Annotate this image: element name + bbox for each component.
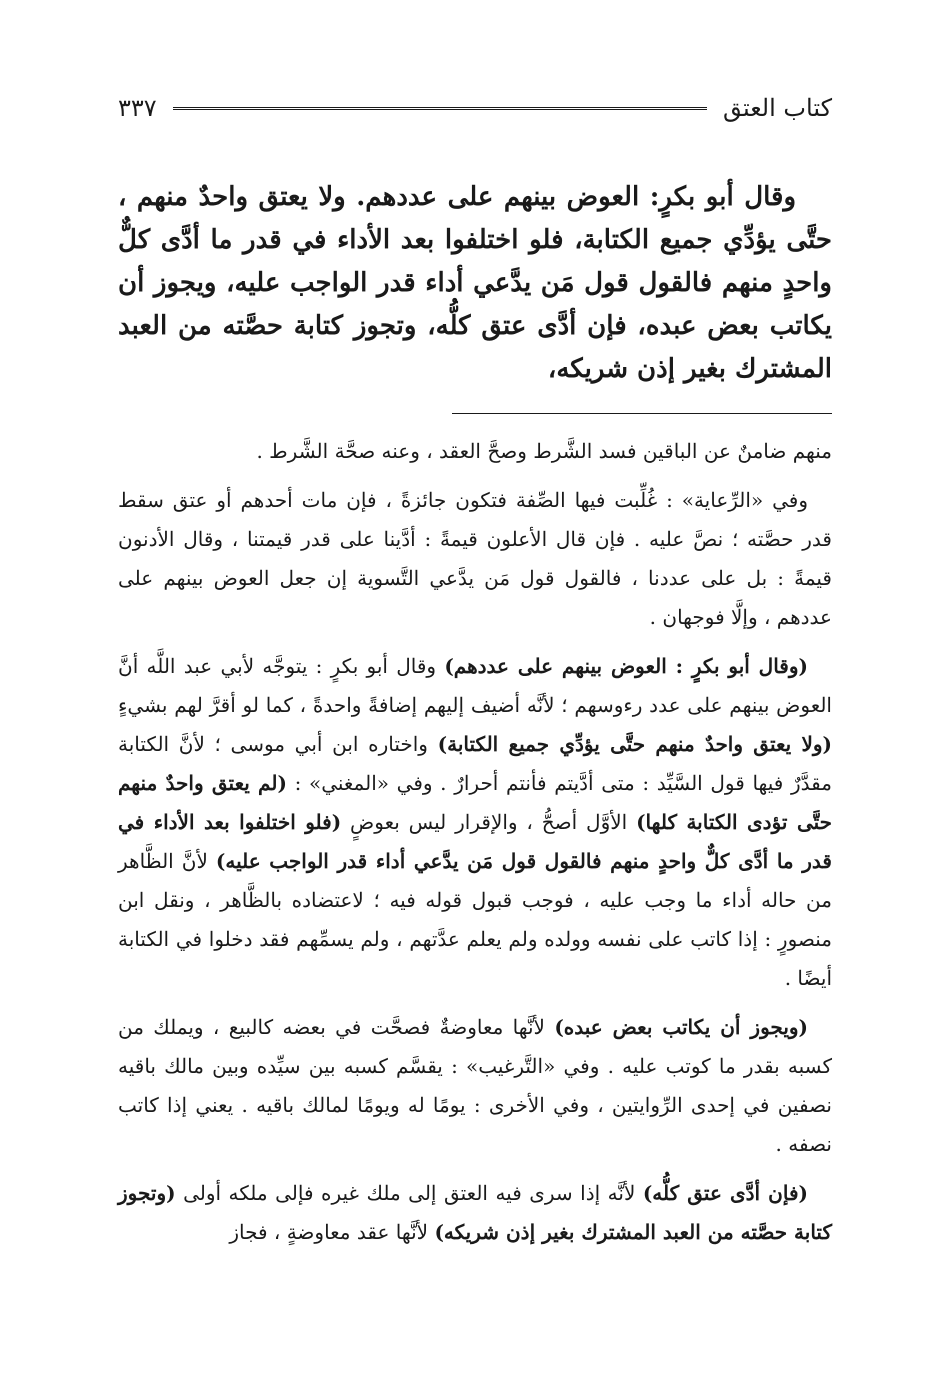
quoted-matn: (وقال أبو بكرٍ : العوض بينهم على عددهم) <box>444 654 808 678</box>
quoted-matn: (لم يعتق واحدٌ منهم حتَّى تؤدى الكتابة كلها) <box>118 771 833 834</box>
commentary-text: لأنَّها معاوضةٌ فصحَّت في بعضه كالبيع ، ويملك من كسبه بقدر ما كوتب عليه . وفي «التَّرغيب» : يقسَّم كسبه بين سيِّده وبين مالك باقيه نصفين في إحدى الرِّوايتين ، وفي الأخرى : يومًا له ويومًا لمالك باقيه . يعني إذا كاتب نصفه . <box>118 1015 832 1156</box>
commentary-paragraph-4 <box>118 1008 832 1164</box>
main-text-paragraph: وقال أبو بكرٍ: العوض بينهم على عددهم. ولا يعتق واحدٌ منهم ، حتَّى يؤدِّي جميع الكتابة، فلو اختلفوا بعد الأداء في قدر ما أدَّى كلٌّ واحدٍ منهم فالقول قول مَن يدَّعي أداء قدر الواجب عليه، ويجوز أن يكاتب بعض عبده، فإن أدَّى عتق كلُّه، وتجوز كتابة حصَّته من العبد المشترك بغير إذن شريكه، <box>118 182 832 384</box>
quoted-matn: (ويجوز أن يكاتب بعض عبده) <box>554 1015 809 1039</box>
commentary-text: لأنَّها عقد معاوضةٍ ، فجاز <box>229 1220 435 1244</box>
commentary-paragraph-1: منهم ضامنٌ عن الباقين فسد الشَّرط وصحَّ العقد ، وعنه صحَّة الشَّرط . <box>256 439 832 463</box>
quoted-matn: (فلو اختلفوا بعد الأداء في قدر ما أدَّى كلٌّ واحدٍ منهم فالقول قول مَن يدَّعي أداء قدر الواجب عليه) <box>118 810 832 873</box>
commentary-paragraph-3 <box>118 647 832 998</box>
header-rule <box>173 107 707 110</box>
commentary-text: وقال أبو بكرٍ : يتوجَّه لأبي عبد اللَّه أنَّ العوض بينهم على عدد رءوسهم ؛ لأنَّه أضيف إليهم إضافةً واحدةً ، كما لو أقرَّ لهم بشيءٍ <box>118 654 832 717</box>
running-header <box>118 88 832 128</box>
commentary-text: الأوَّل أصحُّ ، والإقرار ليس بعوضٍ <box>341 810 637 834</box>
quoted-matn: (فإن أدَّى عتق كلُّه) <box>642 1181 808 1205</box>
commentary-text: واختاره ابن أبي موسى ؛ لأنَّ الكتابة مقدَّرٌ فيها قول السَّيِّد : متى أدَّيتم فأنتم أحرارٌ . وفي «المغني» : <box>118 732 832 795</box>
commentary-text: لأنَّه إذا سرى فيه العتق إلى ملك غيره فإلى ملكه أولى <box>175 1181 643 1205</box>
commentary-text: لأنَّ الظَّاهر من حاله أداء ما وجب عليه ، فوجب قبول قوله فيه ؛ لاعتضاده بالظَّاهر ، ونقل ابن منصورٍ : إذا كاتب على نفسه وولده ولم يعلم عدَّتهم ، ولم يسمِّهم فقد دخلوا في الكتابة أيضًا . <box>118 849 832 990</box>
chapter-title: كتاب العتق <box>722 94 832 122</box>
quoted-matn: (ولا يعتق واحدٌ منهم حتَّى يؤدِّي جميع الكتابة) <box>437 732 833 756</box>
commentary-paragraph-5 <box>118 1174 832 1252</box>
book-page <box>118 88 832 1262</box>
main-text <box>118 176 832 391</box>
commentary <box>118 432 832 1252</box>
footnote-separator <box>452 413 832 414</box>
quoted-matn: (وتجوز كتابة حصَّته من العبد المشترك بغير إذن شريكه) <box>118 1181 832 1244</box>
commentary-paragraph-2: وفي «الرِّعاية» : غُلِّبت فيها الصِّفة فتكون جائزةً ، فإن مات أحدهم أو عتق سقط قدر حصَّته ؛ نصَّ عليه . فإن قال الأعلون قيمةً : أدَّينا على قدر قيمتنا ، وقال الأدنون قيمةً : بل على عددنا ، فالقول قول مَن يدَّعي التَّسوية إن جعل العوض بينهم على عددهم ، وإلَّا فوجهان . <box>118 488 832 629</box>
page-number: ٣٣٧ <box>118 94 157 122</box>
